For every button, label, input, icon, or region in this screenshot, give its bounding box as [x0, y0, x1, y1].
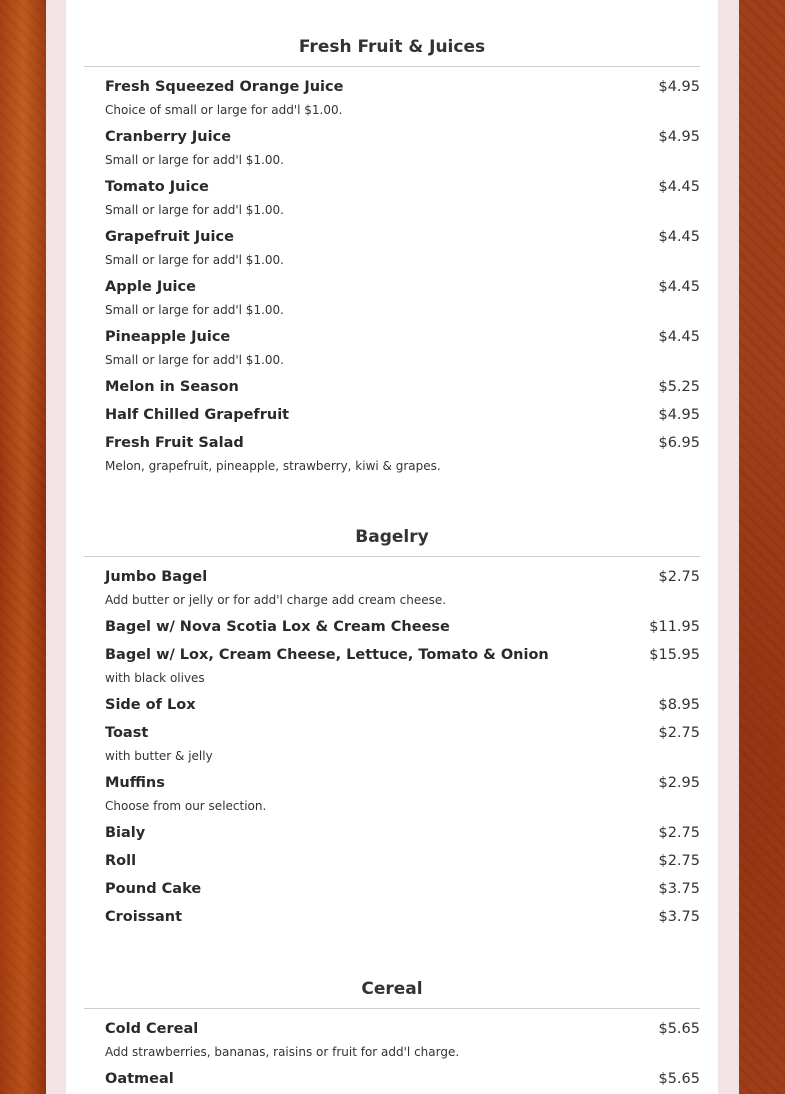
menu-item: [84, 1065, 700, 1093]
menu-item: [84, 223, 700, 273]
menu-item: [84, 323, 700, 373]
item-description: Add butter or jelly or for add'l charge add cream cheese.: [105, 593, 447, 607]
item-price: $6.95: [658, 435, 700, 451]
item-description: with black olives: [105, 671, 205, 685]
menu-item: [84, 819, 700, 847]
item-name: Tomato Juice: [105, 179, 209, 195]
item-price: $4.45: [658, 179, 700, 195]
item-name: Roll: [105, 853, 137, 869]
item-price: $4.95: [658, 129, 700, 145]
section-title: Bagelry: [84, 522, 700, 557]
item-price: $5.25: [658, 379, 700, 395]
item-price: $2.75: [658, 725, 700, 741]
section-title: Cereal: [84, 974, 700, 1009]
item-price: $5.65: [658, 1021, 700, 1037]
item-name: Pineapple Juice: [105, 329, 231, 345]
menu-section-cereal: [84, 974, 700, 1093]
item-name: Jumbo Bagel: [105, 569, 208, 585]
item-description: Small or large for add'l $1.00.: [105, 353, 284, 367]
item-description: Small or large for add'l $1.00.: [105, 253, 284, 267]
item-price: $8.95: [658, 697, 700, 713]
item-price: $15.95: [649, 647, 700, 663]
menu-item: [84, 429, 700, 479]
item-description: Add strawberries, bananas, raisins or fruit for add'l charge.: [105, 1045, 460, 1059]
item-name: Fresh Fruit Salad: [105, 435, 244, 451]
menu-item: [84, 173, 700, 223]
menu-item: [84, 719, 700, 769]
menu-item: [84, 847, 700, 875]
menu-section-bagelry: [84, 522, 700, 931]
item-name: Pound Cake: [105, 881, 202, 897]
item-price: $2.75: [658, 825, 700, 841]
item-price: $4.95: [658, 407, 700, 423]
item-price: $11.95: [649, 619, 700, 635]
menu-item: [84, 401, 700, 429]
item-price: $4.95: [658, 79, 700, 95]
section-title: Fresh Fruit & Juices: [84, 32, 700, 67]
item-name: Half Chilled Grapefruit: [105, 407, 290, 423]
item-price: $3.75: [658, 881, 700, 897]
item-price: $2.95: [658, 775, 700, 791]
item-name: Bagel w/ Lox, Cream Cheese, Lettuce, Tomato & Onion: [105, 647, 549, 663]
menu-item: [84, 613, 700, 641]
item-name: Melon in Season: [105, 379, 239, 395]
item-description: Choice of small or large for add'l $1.00.: [105, 103, 343, 117]
item-name: Cranberry Juice: [105, 129, 232, 145]
item-name: Cold Cereal: [105, 1021, 199, 1037]
item-description: Small or large for add'l $1.00.: [105, 303, 284, 317]
item-name: Croissant: [105, 909, 183, 925]
menu-item: [84, 73, 700, 123]
item-description: with butter & jelly: [105, 749, 213, 763]
menu-item: [84, 875, 700, 903]
item-description: Melon, grapefruit, pineapple, strawberry, kiwi & grapes.: [105, 459, 441, 473]
menu-item: [84, 273, 700, 323]
item-description: Choose from our selection.: [105, 799, 267, 813]
item-price: $4.45: [658, 279, 700, 295]
item-price: $2.75: [658, 569, 700, 585]
item-name: Bialy: [105, 825, 146, 841]
item-name: Toast: [105, 725, 149, 741]
menu-item: [84, 691, 700, 719]
item-name: Bagel w/ Nova Scotia Lox & Cream Cheese: [105, 619, 450, 635]
item-name: Fresh Squeezed Orange Juice: [105, 79, 344, 95]
item-name: Muffins: [105, 775, 165, 791]
menu-item: [84, 123, 700, 173]
menu-item: [84, 373, 700, 401]
menu-item: [84, 1015, 700, 1065]
menu-section-fresh-fruit-juices: [84, 32, 700, 479]
item-price: $4.45: [658, 229, 700, 245]
menu-item: [84, 903, 700, 931]
item-price: $3.75: [658, 909, 700, 925]
item-name: Grapefruit Juice: [105, 229, 234, 245]
item-name: Side of Lox: [105, 697, 196, 713]
item-description: Small or large for add'l $1.00.: [105, 203, 284, 217]
menu-item: [84, 641, 700, 691]
item-price: $4.45: [658, 329, 700, 345]
menu-item: [84, 769, 700, 819]
item-name: Apple Juice: [105, 279, 196, 295]
item-description: Small or large for add'l $1.00.: [105, 153, 284, 167]
item-name: Oatmeal: [105, 1071, 174, 1087]
menu-item: [84, 563, 700, 613]
item-price: $5.65: [658, 1071, 700, 1087]
item-price: $2.75: [658, 853, 700, 869]
